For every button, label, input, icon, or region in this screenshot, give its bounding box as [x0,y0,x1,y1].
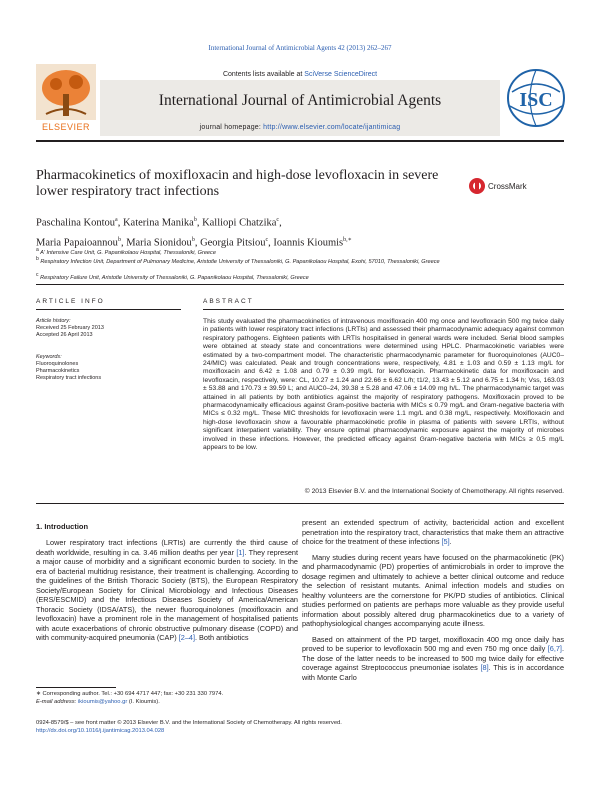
crossmark-badge[interactable] [468,176,538,201]
abstract-rule [203,309,564,310]
affiliation-text: Respiratory Failure Unit, Aristotle University of Thessaloniki, G. Papanikolaou Hospital, Thessaloniki, Greece [40,274,309,281]
issn-line: 0924-8579/$ – see front matter © 2013 Elsevier B.V. and the International Society of Chemotherapy. All rights reserved. [36,720,342,726]
citation-link[interactable]: [8] [480,663,489,672]
body-column-right [302,518,564,682]
paragraph-text: . The dose of the latter needs to be increased to 500 mg twice daily for effective coverage against Streptococcus pneumoniae isolates [302,644,564,672]
affiliation [36,256,564,266]
journal-reference[interactable]: International Journal of Antimicrobial Agents 42 (2013) 262–267 [208,44,392,52]
body-paragraph [302,518,564,547]
author-name[interactable]: Kalliopi Chatzika [202,217,277,229]
author-affiliation-mark: b [193,217,197,223]
paragraph-text: Based on attainment of the PD target, moxifloxacin 400 mg once daily has proved to be superior to levofloxacin 500 mg and even 750 mg once daily [302,634,564,653]
received-date: Received 25 February 2013 [36,325,104,331]
email-link[interactable]: ikioumis@yahoo.gr [77,699,128,705]
affiliation-mark: b [36,256,39,262]
author-affiliation-mark: b [191,236,195,243]
paragraph-text: . Both antibiotics [195,633,249,642]
citation-link[interactable]: [6,7] [547,644,562,653]
affiliation-mark: c [36,272,39,278]
section-heading-introduction: 1. Introduction [36,522,89,531]
journal-homepage [100,124,500,131]
author-line-1: Paschalina Kontou$^a$, Katerina Manika$^b$, Kalliopi Chatzika$^c$, [36,217,282,229]
corresponding-author-note: ∗ Corresponding author. Tel.: +30 694 4717 447; fax: +30 231 330 7974. [36,691,224,697]
abstract-heading: ABSTRACT [203,298,254,305]
author-affiliation-mark: c [276,217,280,223]
article-history [36,318,181,339]
citation-link[interactable]: [5] [441,537,450,546]
affiliation-mark: a [36,247,39,253]
doi-url[interactable]: http://dx.doi.org/10.1016/j.ijantimicag.2013.04.028 [36,728,165,734]
article-info-heading: ARTICLE INFO [36,298,105,305]
crossmark-label: CrossMark [488,182,527,191]
body-column-left [36,538,298,643]
email-note [36,699,336,707]
abstract-text: This study evaluated the pharmacokinetics of intravenous moxifloxacin 400 mg once and levofloxacin 500 mg twice daily in patients with lower respiratory tract infections (LRTIs) and assessed their pharmacodynamic adequacy against common respiratory pathogens. Eighteen patients with LRTIs hospitalised in general wards were included. Serial blood samples were obtained at steady state and concentrations were determined using HPLC. Pharmacokinetic variables were estimated by a two-compartment model. The characteristic pharmacodynamic parameter for fluoroquinolones (AUC0–24/MIC) was calculated. Peak and trough concentrations were, respectively, 4.81 ± 1.03 and 0.59 ± 1.13 mg/L for moxifloxacin and 6.42 ± 1.08 and 0.79 ± 0.39 mg/L for levofloxacin. Pharmacokinetic data for moxifloxacin and levofloxacin, respectively, were: CL, 10.27 ± 1.24 and 22.66 ± 6.62 L/h; t1/2, 13.43 ± 5.12 and 6.75 ± 1.34 h; Vss, 163.03 ± 53.88 and 170.73 ± 39.59 L; and AUC0–24, 39.38 ± 5.28 and 47.06 ± 14.09 mg h/L. The pharmacodynamic target was attained in all patients by both antibiotics against the majority of respiratory pathogens. Moxifloxacin proved to be pharmacodynamically efficacious against Gram-positive bacteria with MICs ≤ 0.79 mg/L and Gram-negative bacteria with MICs ≤ 0.32 mg/L. These MIC thresholds for levofloxacin were 1.1 mg/L and 0.38 mg/L, respectively. Moxifloxacin and high-dose levofloxacin show a favourable pharmacokinetic profile in plasma of patients with severe LRTIs, without significant interpatient variability. They ensure optimal pharmacodynamic exposure against the majority of microbes involved in these infections. However, the predicted efficacy against Gram-negative bacteria with MICs ≥ 0.5 mg/L appears to be low. [203,318,564,452]
paragraph-text: . [449,537,452,546]
paragraph-text: present an extended spectrum of activity, bactericidal action and excellent penetration into the respiratory tract, characteristics that make them an attractive choice for the treatment of these infections [302,518,564,546]
author-name[interactable]: Georgia Pitsiou [200,237,266,248]
isc-logo [504,66,568,138]
author-affiliation-mark: b,∗ [343,236,352,243]
affiliation-text: A' Intensive Care Unit, G. Papanikolaou Hospital, Thessaloniki, Greece [40,249,216,256]
author-line-2: Maria Papaioannou$^b$, Maria Sionidou$^b$, Georgia Pitsiou$^c$, Ioannis Kioumis$^{b,∗}$ [36,236,352,248]
affiliation [36,272,564,282]
section-rule [36,284,564,285]
keyword: Respiratory tract infections [36,375,102,381]
body-paragraph [36,538,298,643]
author-affiliation-mark: a [115,217,118,223]
author-affiliation-mark: c [265,236,269,243]
author-name[interactable]: Maria Sionidou [126,237,192,248]
author-name[interactable]: Maria Papaioannou [36,237,118,248]
isc-globe-icon [504,66,568,138]
contents-line [110,71,490,78]
history-label: Article history: [36,318,71,324]
keyword: Fluoroquinolones [36,361,79,367]
sciencedirect-link[interactable]: SciVerse ScienceDirect [304,71,378,78]
keywords [36,354,181,382]
author-list [36,212,556,251]
paragraph-text: Lower respiratory tract infections (LRTIs) are currently the third cause of death worldwide, resulting in ca. 3.46 million deaths per year [36,538,298,557]
author-affiliation-mark: b [117,236,121,243]
abstract-bottom-rule [36,503,564,504]
keywords-label: Keywords: [36,354,62,360]
paragraph-text: . This is in accordance with Monte Carlo [302,663,564,682]
article-title: Pharmacokinetics of moxifloxacin and high-dose levofloxacin in severe lower respiratory tract infections [36,168,439,199]
body-paragraph [302,635,564,683]
citation-link[interactable]: [2–4] [178,633,195,642]
header-rule [36,140,564,142]
elsevier-logo [36,64,96,134]
email-label: E-mail address: [36,699,78,705]
doi-link[interactable] [36,728,336,736]
accepted-date: Accepted 26 April 2013 [36,332,93,338]
copyright-notice: © 2013 Elsevier B.V. and the International Society of Chemotherapy. All rights reserved. [304,488,564,495]
citation-link[interactable]: [1] [236,547,245,557]
affiliation-text: Respiratory Infection Unit, Department of Pulmonary Medicine, Aristotle University of Thessaloniki, G. Papanikolaou Hospital, Exohi, 57010, Thessaloniki, Greece [40,258,440,265]
article-info-rule [36,309,181,310]
contents-prefix: Contents lists available at [222,71,305,78]
author-name[interactable]: Katerina Manika [122,217,194,229]
homepage-link[interactable]: http://www.elsevier.com/locate/ijantimicag [263,124,401,131]
keyword: Pharmacokinetics [36,368,80,374]
footnote-rule [36,687,116,688]
paragraph-text: Many studies during recent years have focused on the pharmacokinetic (PK) and pharmacodynamic (PD) properties of antimicrobials in order to improve the dosage regimen and ultimately to achieve a better clinical outcome and reduce the selection of resistant mutants. Animal infection models and studies on healthy volunteers are the cornerstone for PK/PD studies of antibiotics. Clinical studies performed on patients are perhaps more valuable as they provide useful information about possibly altered drug pharmacokinetics due to a variety of pathophysiological changes accompanying acute illness. [302,552,564,628]
body-paragraph [302,553,564,629]
email-suffix: (I. Kioumis). [127,699,160,705]
author-name[interactable]: Paschalina Kontou [36,217,116,229]
publisher-logo-text: ELSEVIER [41,122,91,132]
journal-name: International Journal of Antimicrobial Agents [158,92,442,109]
author-name[interactable]: Ioannis Kioumis [273,237,344,248]
paragraph-text: . They represent a major cause of morbidity and a significant economic burden to society. In the era of bacterial multidrug resistance, their treatment is challenging. According to the guidelines of the British Thoracic Society (BTS), the European Respiratory Society/European Society for Clinical Microbiology and Infectious Diseases (ERS/ESCMID) and the Infectious Diseases Society of America/American Thoracic Society (IDSA/ATS), the newer fluoroquinolones (moxifloxacin and levofloxacin) have a prominent role in the management of hospitalised patients with acute exacerbations of chronic obstructive pulmonary disease (COPD) and with community-acquired pneumonia (CAP) [36,547,299,642]
homepage-label: journal homepage: [199,124,264,131]
crossmark-icon [468,176,538,196]
isc-logo-text: ISC [519,89,553,111]
